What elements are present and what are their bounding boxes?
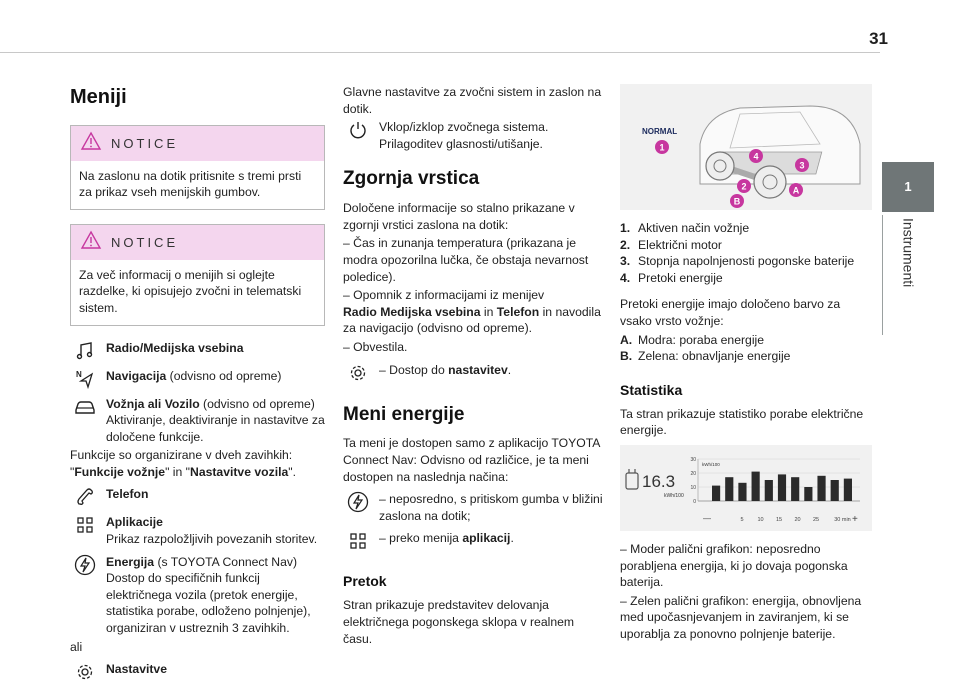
consumption-bar bbox=[804, 487, 812, 501]
phone-icon bbox=[70, 486, 100, 508]
notice-box bbox=[70, 224, 325, 325]
flow-colors-text: Pretoki energije imajo določeno barvo za vsako vrsto vožnje: bbox=[620, 297, 841, 328]
notice-text: Na zaslonu na dotik pritisnite s tremi prsti za prikaz vseh menijskih gumbov. bbox=[79, 168, 302, 200]
navigation-arrow-icon bbox=[70, 368, 100, 390]
warning-icon bbox=[81, 132, 101, 155]
notice-text: Za več informacij o menijih si oglejte razdelke, ki opisujejo zvočni in telematski sistem. bbox=[79, 267, 302, 315]
consumption-value: 16.3 bbox=[642, 471, 676, 491]
menu-item-radio bbox=[70, 340, 325, 362]
y-tick-label: 0 bbox=[693, 498, 696, 505]
section-heading-flow: Pretok bbox=[343, 573, 387, 590]
lightning-icon bbox=[343, 491, 373, 513]
chapter-rule bbox=[882, 215, 883, 335]
menu-label-energy: Energija bbox=[106, 554, 155, 569]
energy-flow-illustration bbox=[620, 84, 872, 210]
x-tick-label: 20 bbox=[794, 516, 801, 523]
menu-label-radio: Radio/Medijska vsebina bbox=[106, 340, 244, 355]
consumption-bar bbox=[752, 472, 760, 501]
menu-label-phone: Telefon bbox=[106, 487, 149, 502]
legend-item: 4. Pretoki energije bbox=[620, 270, 723, 285]
x-tick-label: 10 bbox=[757, 516, 764, 523]
sound-text: Vklop/izklop zvočnega sistema. Prilagoditev glasnosti/utišanje. bbox=[379, 120, 549, 151]
svg-text:1: 1 bbox=[659, 142, 665, 153]
bar-description: – Zelen palični grafikon: energija, obnovljena med upočasnjevanjem in zaviranjem, ki se uporablja za ponovno polnjenje baterije. bbox=[620, 593, 862, 641]
menu-item-energy bbox=[70, 554, 325, 637]
menu-item-navigation bbox=[70, 368, 325, 390]
settings-gear-icon bbox=[70, 661, 100, 683]
tab-name-driving: Funkcije vožnje bbox=[74, 464, 166, 479]
topbar-settings-item: – Dostop do nastavitev. bbox=[343, 362, 603, 384]
chapter-tab[interactable]: 1 bbox=[882, 162, 934, 212]
car-icon bbox=[70, 396, 100, 418]
topbar-item: – Obvestila. bbox=[343, 339, 408, 354]
rear-wheel bbox=[754, 166, 786, 198]
consumption-bar bbox=[844, 479, 852, 501]
front-wheel bbox=[706, 152, 734, 180]
energy-access-direct: – neposredno, s pritiskom gumba v bližini zaslona na dotik; bbox=[343, 491, 603, 524]
svg-text:B: B bbox=[733, 196, 741, 207]
menu-note-navigation: (odvisno od opreme) bbox=[166, 368, 282, 383]
legend-item: 2. Električni motor bbox=[620, 237, 722, 252]
tab-name-vehicle: Nastavitve vozila bbox=[190, 464, 289, 479]
y-tick-label: 30 bbox=[690, 456, 696, 463]
stats-text: Ta stran prikazuje statistiko porabe električne energije. bbox=[620, 406, 864, 438]
settings-gear-icon bbox=[343, 362, 373, 384]
music-note-icon bbox=[70, 340, 100, 362]
column-3 bbox=[620, 78, 875, 645]
menu-label-settings: Nastavitve bbox=[106, 662, 167, 677]
svg-text:4: 4 bbox=[753, 151, 759, 162]
settings-intro: Glavne nastavitve za zvočni sistem in zaslon na dotik. bbox=[343, 85, 602, 116]
warning-icon bbox=[81, 231, 101, 254]
y-tick-label: 20 bbox=[690, 470, 696, 477]
consumption-bar bbox=[738, 483, 746, 501]
svg-text:2: 2 bbox=[741, 181, 747, 192]
notice-title: NOTICE bbox=[111, 234, 179, 250]
menu-item-apps bbox=[70, 514, 325, 547]
diagram-legend-list bbox=[620, 220, 875, 286]
power-icon bbox=[343, 119, 373, 141]
driving-mode-label: NORMAL bbox=[642, 127, 678, 136]
menu-item-driving bbox=[70, 396, 325, 446]
chapter-label: Instrumenti bbox=[900, 218, 917, 288]
flow-text: Stran prikazuje predstavitev delovanja električnega pogonskega sklopa v realnem času. bbox=[343, 598, 575, 646]
x-tick-label: 25 bbox=[812, 516, 820, 523]
menu-item-settings bbox=[70, 661, 325, 683]
menu-note-driving: (odvisno od opreme) bbox=[199, 396, 315, 411]
energy-text: Ta meni je dostopen samo z aplikacijo TOYOTA Connect Nav: Odvisno od različice, je ta meni dostopen na naslednja načina: bbox=[343, 436, 600, 484]
consumption-bar bbox=[712, 486, 720, 501]
menu-item-phone bbox=[70, 486, 325, 508]
menu-label-driving: Vožnja ali Vozilo bbox=[106, 396, 200, 411]
topbar-item: – Opomnik z informacijami iz menijev Radio Medijska vsebina in Telefon in navodila za navigacijo (odvisno od opreme). bbox=[343, 288, 601, 336]
notice-title: NOTICE bbox=[111, 135, 179, 151]
topbar-text: Določene informacije so stalno prikazane v zgornji vrstici zaslona na dotik: bbox=[343, 201, 575, 232]
menu-label-apps: Aplikacije bbox=[106, 515, 163, 530]
flow-color-legend bbox=[620, 332, 875, 365]
header-rule bbox=[0, 52, 880, 53]
statistics-illustration bbox=[620, 445, 872, 531]
notice-header bbox=[71, 126, 324, 161]
legend-item: 1. Aktiven način vožnje bbox=[620, 221, 750, 235]
column-2 bbox=[343, 82, 603, 649]
y-tick-label: 10 bbox=[690, 484, 696, 491]
zoom-out-icon: — bbox=[703, 513, 711, 523]
legend-item: A. Modra: poraba energije bbox=[620, 332, 765, 347]
consumption-bar bbox=[791, 477, 799, 501]
consumption-bar bbox=[765, 480, 773, 501]
energy-description: (s TOYOTA Connect Nav) Dostop do specifičnih funkcij električnega vozila (pretok energije, statistika porabe, odloženo polnjenje), organiziran v ustreznih 3 zavihkih. bbox=[106, 554, 311, 636]
notice-box bbox=[70, 125, 325, 210]
consumption-bar bbox=[725, 477, 733, 501]
bar-description: – Moder palični grafikon: neposredno porabljena energija, ki jo dovaja pogonska baterija. bbox=[620, 541, 848, 590]
driving-tabs-text: Funkcije so organizirane v dveh zavihkih: "Funkcije vožnje" in "Nastavitve vozila". bbox=[70, 448, 296, 479]
svg-text:3: 3 bbox=[799, 160, 805, 171]
chart-unit-label: kWh/100 bbox=[702, 461, 720, 467]
x-tick-label: 30 min bbox=[834, 516, 851, 523]
section-heading-topbar: Zgornja vrstica bbox=[343, 168, 480, 190]
lightning-icon bbox=[70, 554, 100, 576]
svg-text:N: N bbox=[76, 369, 82, 379]
notice-header bbox=[71, 225, 324, 260]
column-1 bbox=[70, 76, 325, 689]
page-number: 31 bbox=[869, 29, 888, 48]
legend-item: 3. Stopnja napolnjenosti pogonske baterije bbox=[620, 254, 855, 269]
consumption-bar bbox=[778, 474, 786, 501]
or-text: ali bbox=[70, 639, 83, 654]
sound-item bbox=[343, 119, 603, 152]
menu-label-navigation: Navigacija bbox=[106, 368, 167, 383]
apps-grid-icon bbox=[70, 514, 100, 536]
vehicle-diagram bbox=[620, 84, 872, 210]
driving-description: Aktiviranje, deaktiviranje in nastavitve za določene funkcije. bbox=[106, 413, 325, 444]
legend-item: B. Zelena: obnavljanje energije bbox=[620, 349, 791, 364]
topbar-item: – Čas in zunanja temperatura (prikazana je modra opozorilna lučka, če obstaja nevarnost poledice). bbox=[343, 236, 589, 284]
section-heading-energy: Meni energije bbox=[343, 403, 465, 425]
consumption-unit: kWh/100 bbox=[664, 492, 684, 499]
svg-text:A: A bbox=[792, 185, 800, 196]
x-tick-label: 15 bbox=[775, 516, 783, 523]
zoom-in-icon: + bbox=[852, 513, 858, 525]
section-heading-stats: Statistika bbox=[620, 381, 683, 398]
statistics-chart bbox=[620, 445, 872, 531]
apps-description: Prikaz razpoložljivih povezanih storitev. bbox=[106, 532, 318, 547]
energy-access-apps: – preko menija aplikacij. bbox=[343, 530, 603, 552]
plug-icon bbox=[626, 469, 638, 489]
consumption-bar bbox=[817, 476, 825, 501]
consumption-bar bbox=[831, 480, 839, 501]
apps-grid-icon bbox=[343, 530, 373, 552]
section-heading-meniji: Meniji bbox=[70, 86, 127, 108]
x-tick-label: 5 bbox=[740, 516, 744, 523]
